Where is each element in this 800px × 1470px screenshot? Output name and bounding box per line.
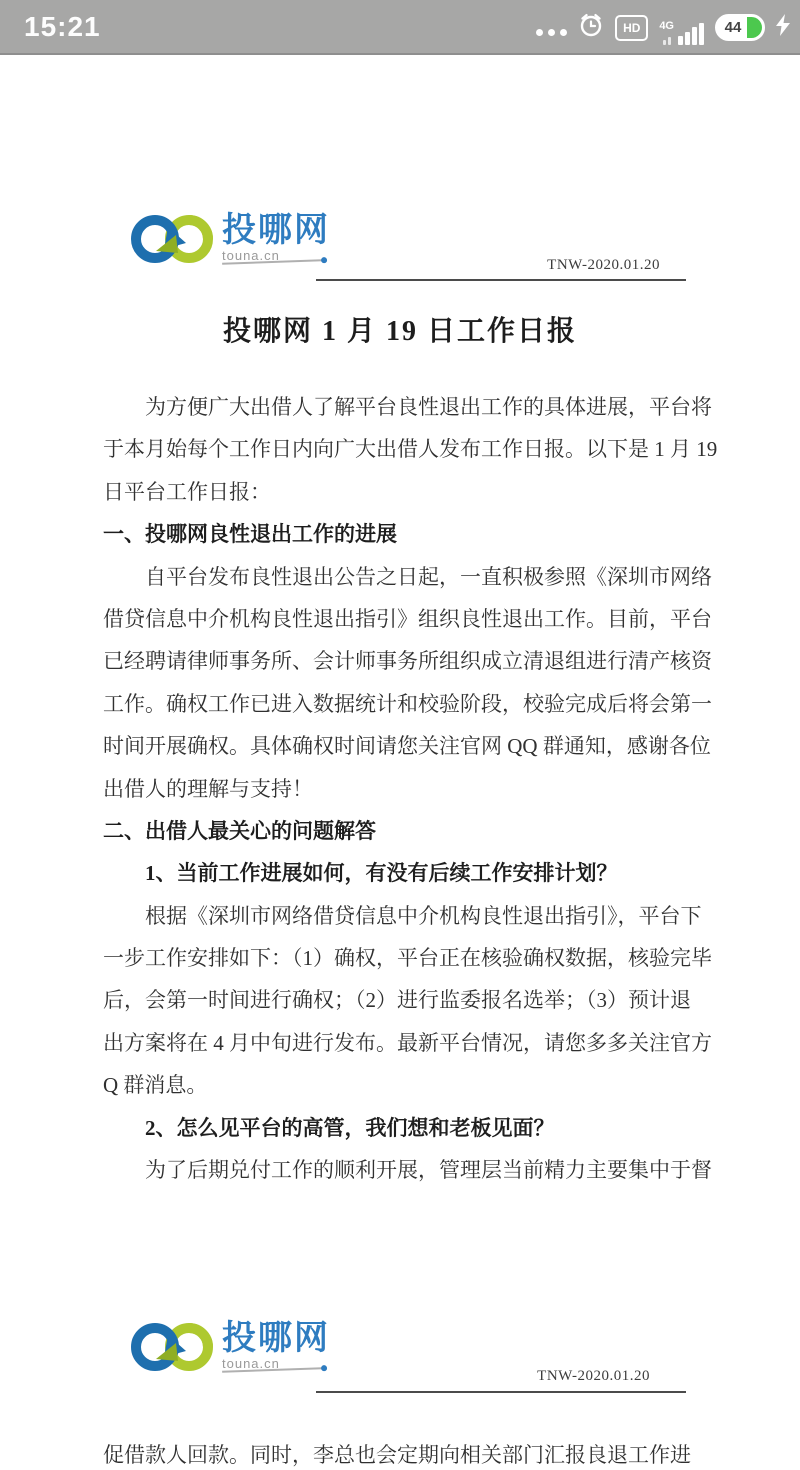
doc-line: 后，会第一时间进行确权；（2）进行监委报名选举；（3）预计退: [103, 988, 691, 1013]
touna-rings-icon: [128, 1321, 216, 1373]
status-icons: [536, 0, 790, 55]
logo-name-label: 投哪网: [222, 211, 330, 249]
doc-line: Q 群消息。: [103, 1073, 208, 1098]
status-bar: [0, 0, 800, 55]
section-heading-2: 二、出借人最关心的问题解答: [103, 818, 376, 843]
document-scroll-area[interactable]: [0, 55, 800, 1467]
doc-line: 出借人的理解与支持！: [103, 776, 313, 801]
logo-domain-label: touna.cn: [222, 248, 280, 263]
doc-line: 根据《深圳市网络借贷信息中介机构良性退出指引》，平台下: [145, 903, 702, 928]
section-heading-1: 一、投哪网良性退出工作的进展: [103, 522, 397, 547]
more-notifications-icon: [536, 29, 567, 36]
doc-line: 一步工作安排如下：（1）确权，平台正在核验确权数据，核验完毕: [103, 946, 712, 971]
battery-indicator: [715, 14, 765, 41]
doc-line: 为了后期兑付工作的顺利开展，管理层当前精力主要集中于督: [145, 1158, 712, 1183]
battery-level-fill: [747, 17, 762, 38]
doc-line: 工作。确权工作已进入数据统计和校验阶段，校验完成后将会第一: [103, 691, 712, 716]
logo-domain-label: touna.cn: [222, 1356, 280, 1371]
hd-voice-icon: HD: [615, 15, 648, 41]
doc-line: 出方案将在 4 月中旬进行发布。最新平台情况，请您多多关注官方: [103, 1030, 712, 1055]
doc-line: 已经聘请律师事务所、会计师事务所组织成立清退组进行清产核资: [103, 649, 712, 674]
touna-logo-page2: [128, 1321, 330, 1373]
document-body: [103, 386, 718, 1191]
touna-logo: [128, 213, 330, 265]
logo-name-label: 投哪网: [222, 1319, 330, 1357]
network-type-label: 4G: [659, 19, 674, 32]
doc-line: 借贷信息中介机构良性退出指引》组织良性退出工作。目前，平台: [103, 606, 712, 631]
cellular-signal-icon: [659, 11, 704, 45]
clock-time: 15:21: [24, 10, 101, 42]
header-rule-page2: [316, 1391, 686, 1393]
alarm-icon: [578, 12, 604, 43]
doc-reference-number: TNW-2020.01.20: [547, 257, 660, 273]
doc-line: 日平台工作日报：: [103, 479, 271, 504]
doc-reference-number-page2: TNW-2020.01.20: [537, 1368, 650, 1384]
page-title: 投哪网 1 月 19 日工作日报: [222, 316, 577, 347]
doc-line: 为方便广大出借人了解平台良性退出工作的具体进展，平台将: [145, 395, 712, 419]
battery-percent-label: 44: [724, 19, 742, 36]
charging-bolt-icon: [776, 14, 790, 41]
doc-line: 自平台发布良性退出公告之日起，一直积极参照《深圳市网络: [145, 564, 712, 589]
header-rule: [316, 279, 686, 281]
question-1: 1、当前工作进展如何，有没有后续工作安排计划？: [145, 861, 618, 886]
touna-rings-icon: [128, 213, 216, 265]
doc-line-continued: 促借款人回款。同时，李总也会定期向相关部门汇报良退工作进: [103, 1443, 691, 1467]
doc-line: 时间开展确权。具体确权时间请您关注官网 QQ 群通知，感谢各位: [103, 734, 711, 759]
question-2: 2、怎么见平台的高管，我们想和老板见面？: [145, 1115, 555, 1140]
doc-line: 于本月始每个工作日内向广大出借人发布工作日报。以下是 1 月 19: [103, 437, 718, 462]
